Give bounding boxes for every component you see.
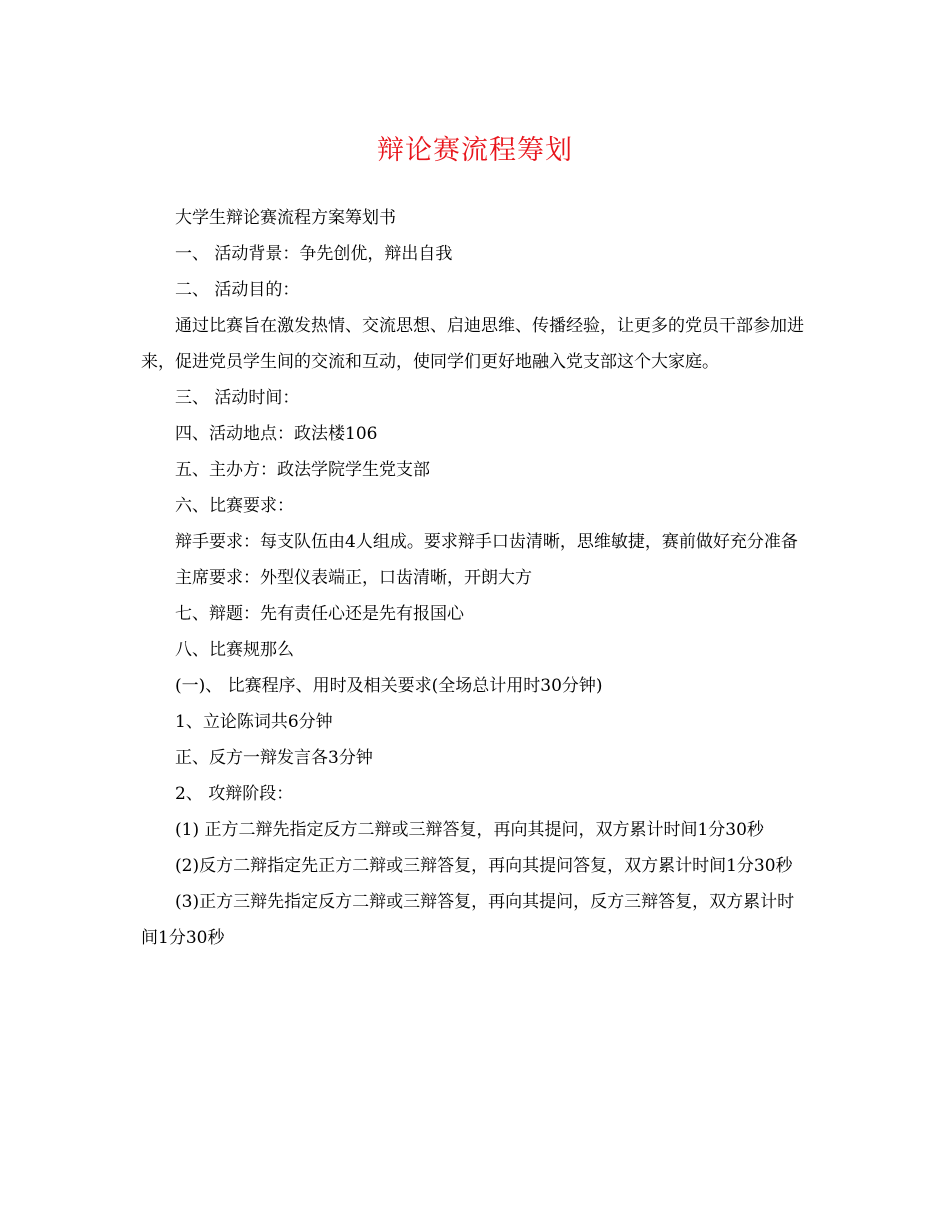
paragraph: 五、主办方：政法学院学生党支部	[175, 460, 430, 480]
paragraph: (1) 正方二辩先指定反方二辩或三辩答复，再向其提问，双方累计时间1分30秒	[175, 820, 764, 840]
page-title: 辩论赛流程筹划	[377, 135, 573, 166]
paragraph: 七、辩题：先有责任心还是先有报国心	[175, 604, 464, 624]
paragraph: 三、 活动时间：	[175, 388, 300, 408]
paragraph: 辩手要求：每支队伍由4人组成。要求辩手口齿清晰，思维敏捷，赛前做好充分准备	[175, 532, 798, 552]
paragraph: 1、立论陈词共6分钟	[175, 712, 333, 732]
paragraph: 六、比赛要求：	[175, 496, 294, 516]
paragraph: 正、反方一辩发言各3分钟	[175, 748, 373, 768]
paragraph: 四、活动地点：政法楼106	[175, 424, 378, 444]
paragraph: 通过比赛旨在激发热情、交流思想、启迪思维、传播经验，让更多的党员干部参加进来，促进党员学生间的交流和互动，使同学们更好地融入党支部这个大家庭。	[141, 316, 804, 372]
paragraph: (3)正方三辩先指定反方二辩或三辩答复，再向其提问，反方三辩答复，双方累计时间1分30秒	[141, 892, 795, 948]
paragraph: 2、 攻辩阶段：	[175, 784, 294, 804]
paragraph: 主席要求：外型仪表端正，口齿清晰，开朗大方	[175, 568, 532, 588]
paragraph: 二、 活动目的：	[175, 280, 300, 300]
paragraph: 八、比赛规那么	[175, 640, 294, 660]
paragraph: 大学生辩论赛流程方案筹划书	[175, 208, 396, 228]
document-body	[141, 200, 811, 956]
paragraph: (一)、 比赛程序、用时及相关要求(全场总计用时30分钟)	[175, 676, 603, 696]
paragraph: (2)反方二辩指定先正方二辩或三辩答复，再向其提问答复，双方累计时间1分30秒	[175, 856, 793, 876]
paragraph: 一、 活动背景：争先创优，辩出自我	[175, 244, 453, 264]
